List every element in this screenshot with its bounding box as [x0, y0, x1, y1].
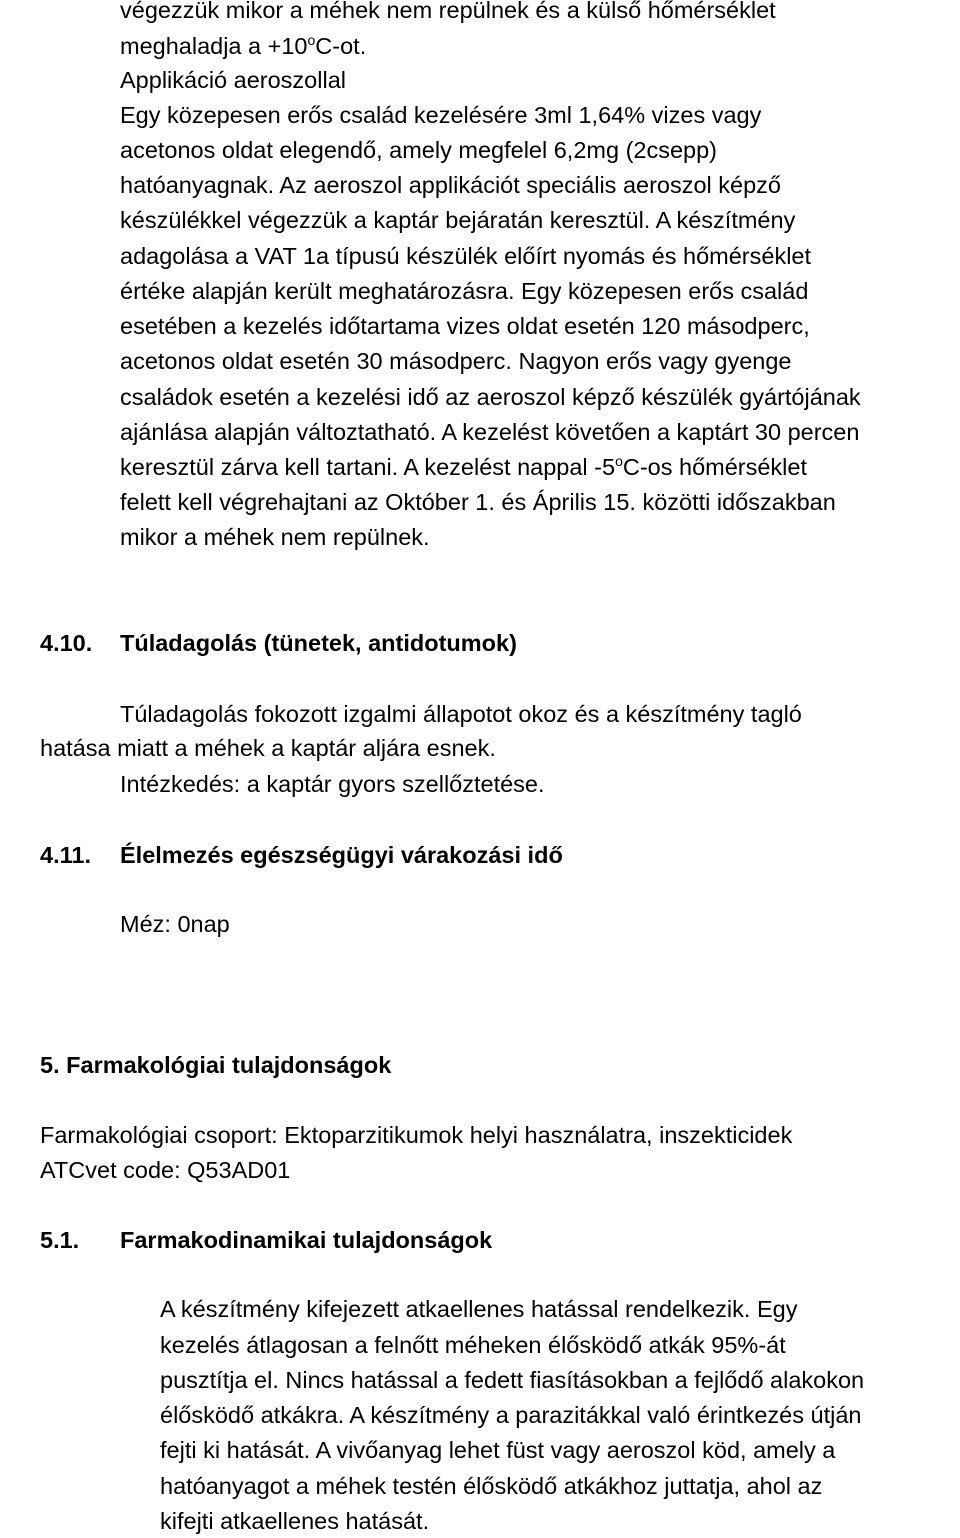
section-title-wrapper: [40, 1051, 391, 1079]
text-line: A készítmény kifejezett atkaellenes hatással rendelkezik. Egy: [160, 1296, 798, 1322]
text-line: hatóanyagnak. Az aeroszol applikációt speciális aeroszol képző: [120, 172, 782, 198]
text-segment: keresztül zárva kell tartani. A kezelést nappal -5: [120, 454, 616, 480]
text-line: acetonos oldat elegendő, amely megfelel 6,2mg (2csepp): [120, 137, 718, 163]
text-line: fejti ki hatását. A vivőanyag lehet füst vagy aeroszol köd, amely a: [160, 1437, 836, 1463]
text-line: Egy közepesen erős család kezelésére 3ml 1,64% vizes vagy: [120, 102, 762, 128]
text-line: családok esetén a kezelési idő az aeroszol képző készülék gyártójának: [120, 384, 861, 410]
text-line: felett kell végrehajtani az Október 1. és Április 15. közötti időszakban: [120, 489, 836, 515]
section-number: 5.1.: [40, 1227, 80, 1253]
text-line: [120, 32, 366, 60]
text-line: hatása miatt a méhek a kaptár aljára esnek.: [40, 735, 496, 761]
section-title: Túladagolás (tünetek, antidotumok): [120, 630, 517, 656]
section-number: 5.: [40, 1052, 60, 1078]
section-title: Farmakodinamikai tulajdonságok: [120, 1227, 493, 1253]
text-line: kezelés átlagosan a felnőtt méheken élősködő atkák 95%-át: [160, 1332, 786, 1358]
section-title: Farmakológiai tulajdonságok: [66, 1052, 392, 1078]
superscript-degree: o: [615, 453, 623, 469]
text-line: esetében a kezelés időtartama vizes oldat esetén 120 másodperc,: [120, 313, 810, 339]
section-title: Élelmezés egészségügyi várakozási idő: [120, 842, 563, 868]
text-line: hatóanyagot a méhek testén élősködő atkákhoz juttatja, ahol az: [160, 1473, 823, 1499]
text-segment: C-os hőmérséklet: [622, 454, 808, 480]
section-number: 4.10.: [40, 630, 93, 656]
text-line: acetonos oldat esetén 30 másodperc. Nagyon erős vagy gyenge: [120, 348, 792, 374]
text-line: Intézkedés: a kaptár gyors szellőztetése.: [120, 771, 545, 797]
text-segment: C-ot.: [315, 33, 367, 59]
text-line: Applikáció aeroszollal: [120, 67, 346, 93]
text-line: Túladagolás fokozott izgalmi állapotot okoz és a készítmény tagló: [120, 701, 802, 727]
text-line: Farmakológiai csoport: Ektoparzitikumok helyi használatra, inszekticidek: [40, 1122, 793, 1148]
text-line: kifejti atkaellenes hatását.: [160, 1508, 430, 1534]
text-line: [120, 453, 807, 481]
text-line: adagolása a VAT 1a típusú készülék előírt nyomás és hőmérséklet: [120, 243, 812, 269]
withdrawal-value: Méz: 0nap: [120, 911, 230, 937]
text-line: értéke alapján került meghatározásra. Egy közepesen erős család: [120, 278, 809, 304]
text-line: ATCvet code: Q53AD01: [40, 1157, 291, 1183]
section-number: 4.11.: [40, 842, 91, 868]
text-line: pusztítja el. Nincs hatással a fedett fiasításokban a fejlődő alakokon: [160, 1367, 865, 1393]
text-line: végezzük mikor a méhek nem repülnek és a külső hőmérséklet: [120, 0, 776, 23]
text-line: készülékkel végezzük a kaptár bejáratán keresztül. A készítmény: [120, 207, 796, 233]
text-line: élősködő atkákra. A készítmény a parazitákkal való érintkezés útján: [160, 1402, 862, 1428]
superscript-degree: o: [307, 32, 316, 48]
text-line: ajánlása alapján változtatható. A kezelést követően a kaptárt 30 percen: [120, 419, 860, 445]
text-segment: meghaladja a +10: [120, 33, 308, 59]
text-line: mikor a méhek nem repülnek.: [120, 524, 430, 550]
